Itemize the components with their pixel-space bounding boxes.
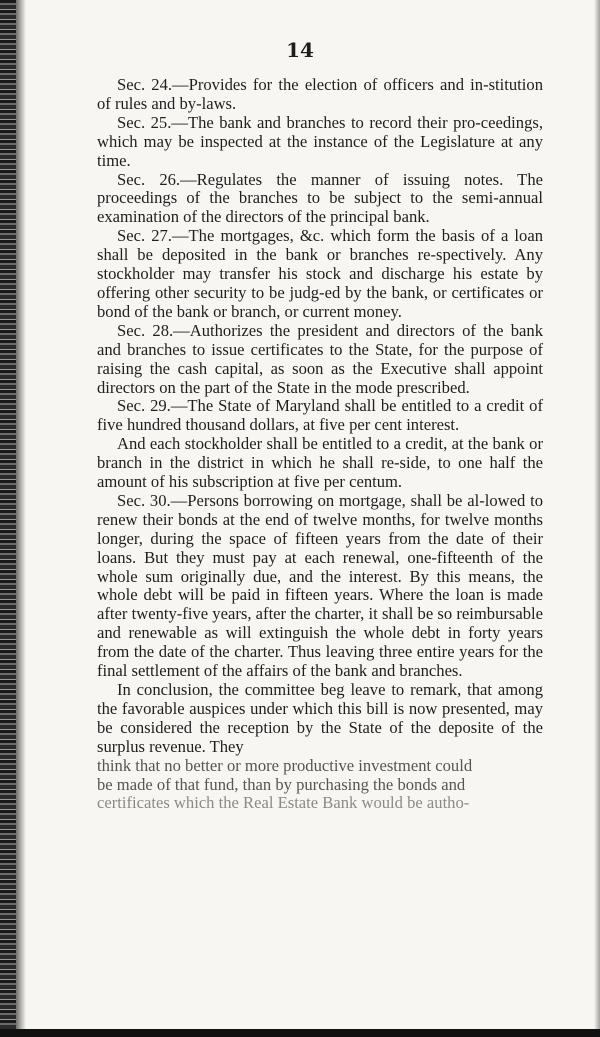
page-number: 14: [286, 38, 314, 62]
bottom-border: [0, 1029, 600, 1037]
section-27: Sec. 27.—The mortgages, &c. which form the basis of a loan shall be deposited in the bank or branches re-spectively. Any stockholder may transfer his stock and discharge his estate by offering other security to be judg-ed by the bank, or certificates or bond of the bank or branch, or current money.: [97, 226, 543, 321]
section-25: Sec. 25.—The bank and branches to record their pro-ceedings, which may be inspected at the instance of the Legislature at any time.: [97, 112, 543, 170]
binding-edge: [0, 0, 16, 1037]
page-edge-shadow: [594, 0, 600, 1037]
section-26: Sec. 26.—Regulates the manner of issuing notes. The proceedings of the branches to be subject to the semi-annual examination of the directors of the principal bank.: [97, 169, 543, 227]
faded-line-2: be made of that fund, than by purchasing the bonds and: [97, 774, 466, 794]
faded-line-3: certificates which the Real Estate Bank would be autho-: [97, 793, 470, 813]
stockholder-credit-paragraph: And each stockholder shall be entitled to a credit, at the bank or branch in the district in which he shall re-side, to one half the amount of his subscription at five per centum.: [97, 434, 543, 492]
section-24: Sec. 24.—Provides for the election of officers and in-stitution of rules and by-laws.: [97, 75, 543, 113]
section-29: Sec. 29.—The State of Maryland shall be entitled to a credit of five hundred thousand dollars, at five per cent interest.: [97, 396, 543, 435]
binding-shadow: [16, 0, 26, 1037]
section-28: Sec. 28.—Authorizes the president and directors of the bank and branches to issue certificates to the State, for the purpose of raising the cash capital, as soon as the Executive shall appoint directors on the part of the State in the mode prescribed.: [97, 320, 543, 397]
faded-line-1: think that no better or more productive investment could: [97, 755, 473, 775]
body-text: [97, 76, 543, 813]
conclusion-paragraph: In conclusion, the committee beg leave to remark, that among the favorable auspices under which this bill is now presented, may be considered the reception by the State of the deposite of the surplus revenue. They: [97, 680, 543, 756]
section-30: Sec. 30.—Persons borrowing on mortgage, shall be al-lowed to renew their bonds at the end of twelve months, for twelve months longer, during the space of fifteen years from the date of their loans. But they must pay at each renewal, one-fifteenth of the whole sum originally due, and the interest. By this means, the whole debt will be paid in fifteen years. Where the loan is made after twenty-five years, after the charter, it shall be so reimbursable and renewable as will extinguish the whole debt in forty years from the date of the charter. Thus leaving three entire years for the final settlement of the affairs of the bank and branches.: [97, 490, 543, 681]
